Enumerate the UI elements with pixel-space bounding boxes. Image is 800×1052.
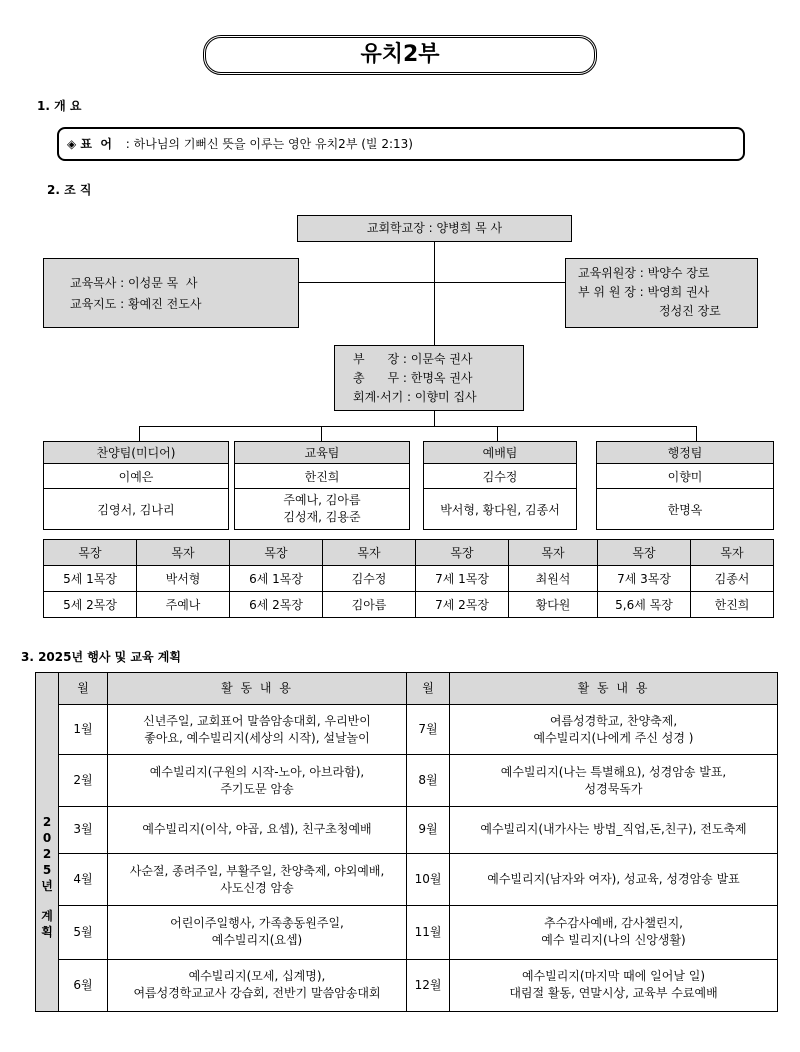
motto-text: : 하나님의 기뻐신 뜻을 이루는 영안 유치2부 (빌 2:13) xyxy=(125,137,413,151)
team-card xyxy=(423,441,577,530)
org-center-line: 총 무 : 한명옥 권사 xyxy=(353,371,473,385)
org-line-team1 xyxy=(139,426,140,441)
content-cell xyxy=(450,705,778,755)
side-char: 획 xyxy=(41,925,53,939)
table-cell: 5세 2목장 xyxy=(44,592,137,618)
page-title: 유치2부 xyxy=(203,35,597,75)
team-member-line: 한명옥 xyxy=(667,502,703,517)
content-cell xyxy=(108,854,407,906)
table-cell: 7세 3목장 xyxy=(598,566,691,592)
month-cell: 3월 xyxy=(59,806,108,853)
team-members xyxy=(424,489,577,530)
content-line: 예수 빌리지(나의 신앙생활) xyxy=(541,933,686,948)
team-name: 교육팀 xyxy=(235,442,410,464)
content-line: 추수감사예배, 감사챌린지, xyxy=(544,916,683,931)
table-header-cell: 목장 xyxy=(416,540,509,566)
table-row xyxy=(36,854,778,906)
table-row xyxy=(36,705,778,755)
content-line: 예수빌리지(남자와 여자), 성교육, 성경암송 발표 xyxy=(487,872,740,887)
org-line-vertical-top xyxy=(434,241,435,345)
team-name: 찬양팀(미디어) xyxy=(44,442,229,464)
side-char: 0 xyxy=(42,831,52,845)
table-header-cell: 월 xyxy=(407,673,450,705)
content-line: 예수빌리지(마지막 때에 일어날 일) xyxy=(521,969,706,984)
content-line: 신년주일, 교회표어 말씀암송대회, 우리반이 xyxy=(143,713,371,728)
motto-label: ◈ 표 어 xyxy=(67,137,112,151)
content-cell xyxy=(108,806,407,853)
team-name: 행정팀 xyxy=(597,442,774,464)
content-cell xyxy=(450,806,778,853)
plan-table xyxy=(35,672,778,1012)
org-right-line: 부 위 원 장 : 박영희 권사 xyxy=(578,285,710,299)
month-cell: 5월 xyxy=(59,906,108,959)
content-line: 여름성경학교, 찬양축제, xyxy=(549,713,678,728)
content-line: 예수빌리지(이삭, 야곱, 요셉), 친구초청예배 xyxy=(142,822,372,837)
org-line-team3 xyxy=(497,426,498,441)
content-line: 사도신경 암송 xyxy=(220,880,294,895)
side-char: 5 xyxy=(42,863,52,877)
org-right-line: 교육위원장 : 박양수 장로 xyxy=(578,266,710,280)
table-header-cell: 목자 xyxy=(323,540,416,566)
org-left-line: 교육지도 : 황예진 전도사 xyxy=(70,297,202,311)
table-header-cell: 목장 xyxy=(598,540,691,566)
org-center-line: 회계·서기 : 이향미 집사 xyxy=(353,390,477,404)
table-row xyxy=(36,959,778,1011)
content-line: 예수빌리지(나는 특별해요), 성경암송 발표, xyxy=(500,764,727,779)
table-header-cell: 활 동 내 용 xyxy=(450,673,778,705)
content-line: 예수빌리지(요셉) xyxy=(211,933,303,948)
table-header-cell: 목자 xyxy=(691,540,774,566)
team-card xyxy=(596,441,774,530)
mokjang-table xyxy=(43,539,774,618)
team-leader: 이예은 xyxy=(44,464,229,489)
table-row xyxy=(36,906,778,959)
org-center-box xyxy=(334,345,524,411)
table-cell: 7세 1목장 xyxy=(416,566,509,592)
team-members xyxy=(44,489,229,530)
content-cell xyxy=(450,959,778,1011)
table-header-cell: 활 동 내 용 xyxy=(108,673,407,705)
team-members xyxy=(235,489,410,530)
team-name: 예배팀 xyxy=(424,442,577,464)
content-line: 성경묵독가 xyxy=(584,781,643,796)
content-cell xyxy=(450,906,778,959)
team-card xyxy=(234,441,410,530)
table-header-cell: 목자 xyxy=(137,540,230,566)
month-cell: 10월 xyxy=(407,854,450,906)
org-right-line: 정성진 장로 xyxy=(659,304,721,318)
table-header-cell: 목자 xyxy=(509,540,598,566)
table-cell: 김아름 xyxy=(323,592,416,618)
month-cell: 7월 xyxy=(407,705,450,755)
table-cell: 5세 1목장 xyxy=(44,566,137,592)
org-line-teams xyxy=(139,426,696,427)
org-principal-box xyxy=(297,215,572,242)
org-principal: 교회학교장 : 양병희 목 사 xyxy=(366,221,503,235)
team-leader: 김수정 xyxy=(424,464,577,489)
table-header-cell: 목장 xyxy=(44,540,137,566)
section-heading-plan: 3. 2025년 행사 및 교육 계획 xyxy=(21,650,181,664)
table-cell: 황다원 xyxy=(509,592,598,618)
table-cell: 최원석 xyxy=(509,566,598,592)
team-leader: 한진희 xyxy=(235,464,410,489)
month-cell: 4월 xyxy=(59,854,108,906)
org-center-line: 부 장 : 이문숙 권사 xyxy=(353,352,473,366)
content-line: 예수빌리지(나에게 주신 성경 ) xyxy=(533,730,694,745)
table-row xyxy=(44,592,774,618)
org-left-box xyxy=(43,258,299,328)
table-cell: 김수정 xyxy=(323,566,416,592)
org-right-box xyxy=(565,258,758,328)
side-char: 2 xyxy=(42,847,52,861)
table-cell: 박서형 xyxy=(137,566,230,592)
table-cell: 한진희 xyxy=(691,592,774,618)
side-char: 년 xyxy=(41,879,53,893)
table-cell: 주예나 xyxy=(137,592,230,618)
motto-box xyxy=(57,127,745,161)
table-row xyxy=(36,806,778,853)
month-cell: 9월 xyxy=(407,806,450,853)
content-line: 예수빌리지(모세, 십계명), xyxy=(188,969,326,984)
team-member-line: 박서형, 황다원, 김종서 xyxy=(440,502,560,517)
team-leader: 이향미 xyxy=(597,464,774,489)
content-cell xyxy=(108,906,407,959)
table-cell: 6세 1목장 xyxy=(230,566,323,592)
team-member-line: 주예나, 김아름 xyxy=(283,493,361,507)
table-cell: 김종서 xyxy=(691,566,774,592)
content-line: 사순절, 종려주일, 부활주일, 찬양축제, 야외예배, xyxy=(129,863,385,878)
content-line: 주기도문 암송 xyxy=(220,781,294,796)
content-line: 예수빌리지(구원의 시작-노아, 아브라함), xyxy=(149,764,365,779)
month-cell: 6월 xyxy=(59,959,108,1011)
content-line: 예수빌리지(내가사는 방법_직업,돈,친구), 전도축제 xyxy=(480,822,747,837)
table-cell: 5,6세 목장 xyxy=(598,592,691,618)
org-line-vertical-bottom xyxy=(434,410,435,426)
org-line-horizontal xyxy=(299,282,565,283)
content-cell xyxy=(108,705,407,755)
team-members xyxy=(597,489,774,530)
table-header-row xyxy=(44,540,774,566)
table-header-cell: 목장 xyxy=(230,540,323,566)
month-cell: 2월 xyxy=(59,755,108,806)
plan-side-label xyxy=(36,673,59,1012)
month-cell: 1월 xyxy=(59,705,108,755)
org-line-team2 xyxy=(321,426,322,441)
side-char: 계 xyxy=(41,909,53,923)
content-line: 좋아요, 예수빌리지(세상의 시작), 설날놀이 xyxy=(144,730,370,745)
month-cell: 12월 xyxy=(407,959,450,1011)
content-cell xyxy=(108,755,407,806)
section-heading-organization: 2. 조 직 xyxy=(47,183,92,197)
month-cell: 11월 xyxy=(407,906,450,959)
content-line: 대림절 활동, 연말시상, 교육부 수료예배 xyxy=(509,986,718,1001)
org-line-team4 xyxy=(696,426,697,441)
team-card xyxy=(43,441,229,530)
table-cell: 7세 2목장 xyxy=(416,592,509,618)
month-cell: 8월 xyxy=(407,755,450,806)
content-cell xyxy=(450,854,778,906)
side-char: 2 xyxy=(42,815,52,829)
table-header-row xyxy=(36,673,778,705)
table-header-cell: 월 xyxy=(59,673,108,705)
team-member-line: 김영서, 김나리 xyxy=(97,502,175,517)
content-line: 어린이주일행사, 가족총동원주일, xyxy=(170,916,344,931)
team-member-line: 김성재, 김용준 xyxy=(283,510,361,524)
table-row xyxy=(36,755,778,806)
content-line: 여름성경학교교사 강습회, 전반기 말씀암송대회 xyxy=(133,986,381,1001)
section-heading-overview: 1. 개 요 xyxy=(37,99,82,113)
table-row xyxy=(44,566,774,592)
content-cell xyxy=(108,959,407,1011)
content-cell xyxy=(450,755,778,806)
table-cell: 6세 2목장 xyxy=(230,592,323,618)
org-left-line: 교육목사 : 이성문 목 사 xyxy=(70,276,198,290)
